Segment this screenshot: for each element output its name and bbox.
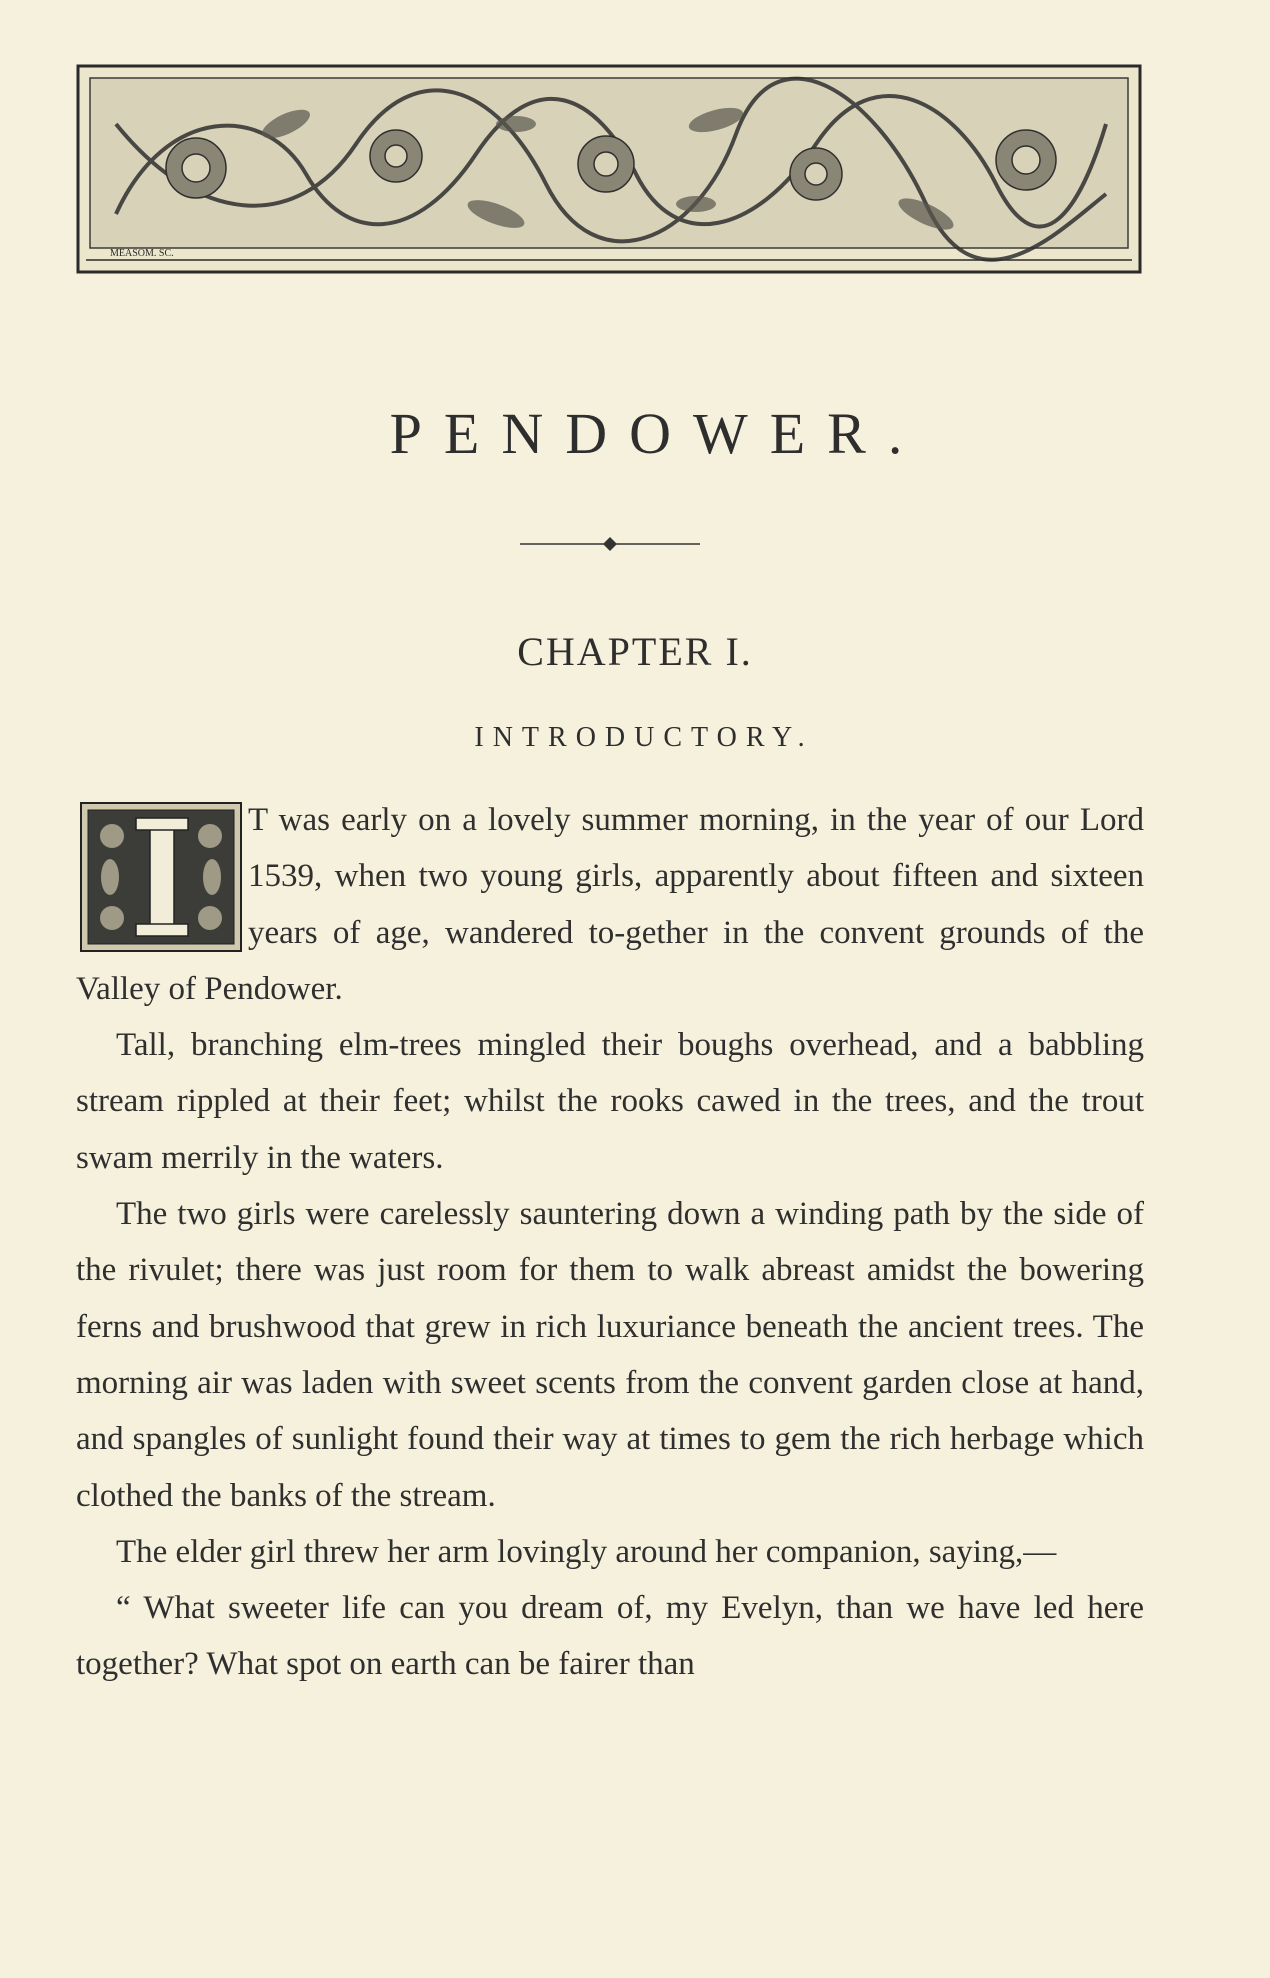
book-title: PENDOWER. <box>389 401 925 466</box>
paragraph-1: T was early on a lovely summer morning, in the year of our Lord 1539, when two young girls, apparently about fifteen and sixteen years of age, wandered to-gether in the convent grounds of the Valley of Pendower. <box>76 802 1144 1007</box>
ornamental-rule <box>520 536 700 552</box>
ornamental-headpiece <box>76 64 1142 274</box>
paragraph-2: Tall, branching elm-trees mingled their boughs overhead, and a babbling stream rippled at their feet; whilst the rooks cawed in the trees, and the trout swam merrily in the waters. <box>76 1027 1144 1176</box>
paragraph-3: The two girls were carelessly sauntering down a winding path by the side of the rivulet; there was just room for them to walk abreast amidst the bowering ferns and brushwood that grew in rich luxuriance beneath the ancient trees. The morning air was laden with sweet scents from the convent garden close at hand, and spangles of sunlight found their way at times to gem the rich herbage which clothed the banks of the stream. <box>76 1196 1144 1514</box>
chapter-heading: CHAPTER I. <box>517 629 753 674</box>
paragraph-4: The elder girl threw her arm lovingly around her companion, saying,— <box>116 1533 1057 1570</box>
headpiece-signature: MEASOM. SC. <box>110 248 174 259</box>
chapter-body <box>76 792 1144 1693</box>
chapter-subtitle: INTRODUCTORY. <box>474 722 814 753</box>
paragraph-5: “ What sweeter life can you dream of, my Evelyn, than we have led here together? What spot on earth can be fairer than <box>76 1590 1144 1683</box>
